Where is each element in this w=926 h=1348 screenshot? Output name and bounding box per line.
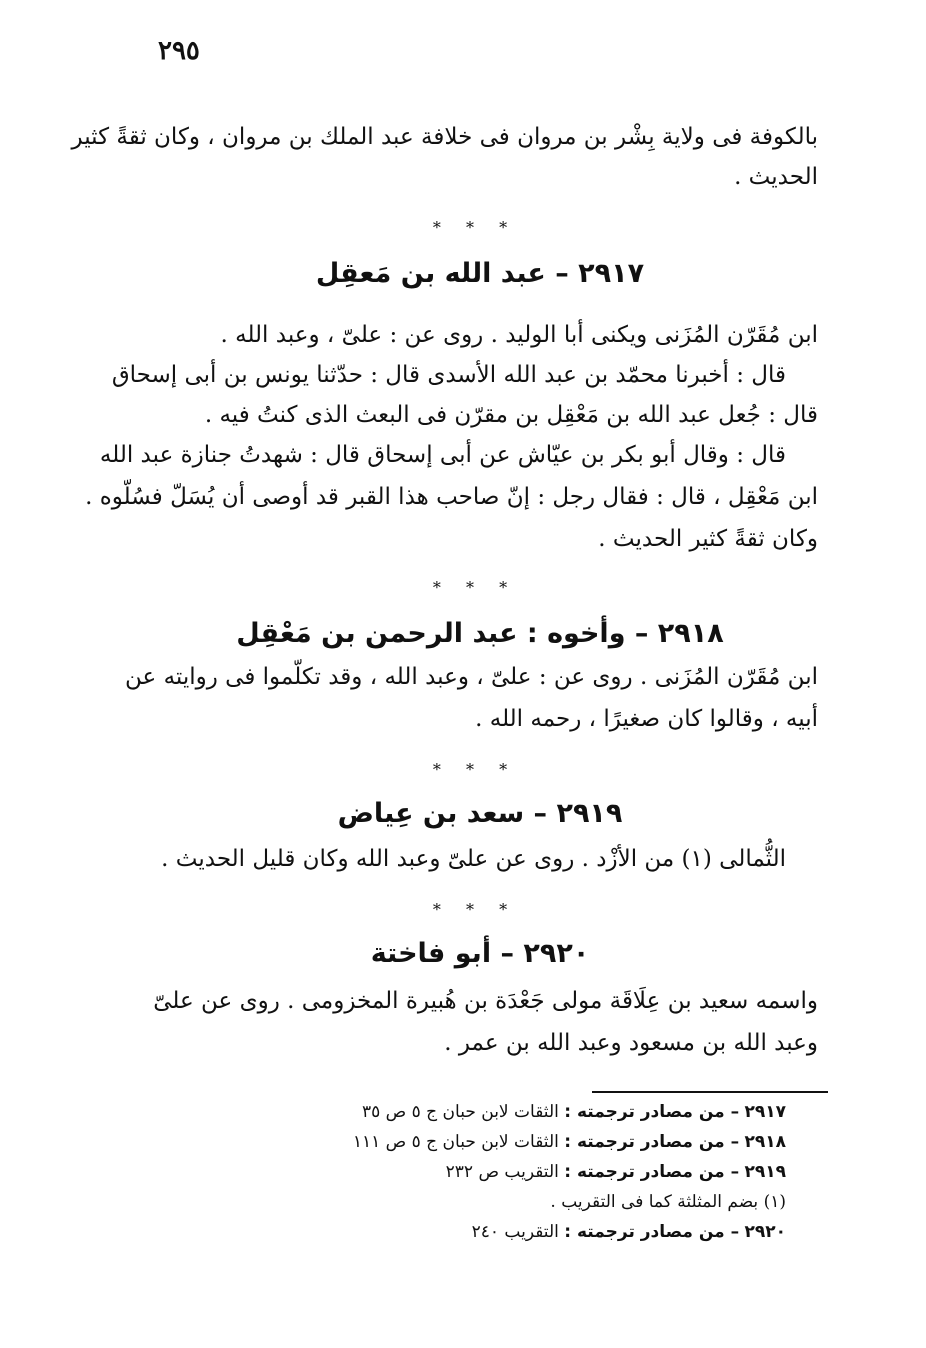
footnote-label: – من مصادر ترجمته : — [564, 1132, 740, 1152]
footnote-number: ٢٩٢٠ — [744, 1222, 786, 1242]
footnote-label: – من مصادر ترجمته : — [564, 1102, 740, 1122]
entry-line: قال : وقال أبو بكر بن عيّاش عن أبى إسحاق قال : شهدتُ جنازة عبد الله — [99, 442, 786, 468]
footnote-number: ٢٩١٩ — [744, 1162, 786, 1182]
intro-line: بالكوفة فى ولاية بِشْر بن مروان فى خلافة عبد الملك بن مروان ، وكان ثقةً كثير — [71, 124, 818, 150]
entry-line: أبيه ، وقالوا كان صغيرًا ، رحمه الله . — [475, 706, 818, 732]
entry-line: وكان ثقةً كثير الحديث . — [598, 526, 818, 552]
section-separator: * * * — [432, 900, 518, 919]
footnote-text: التقريب ٢٤٠ — [471, 1222, 559, 1242]
entry-heading: ٢٩١٧ – عبد الله بن مَعقِل — [315, 258, 645, 289]
entry-heading: ٢٩١٨ – وأخوه : عبد الرحمن بن مَعْقِل — [236, 618, 724, 649]
entry-line: ابن مُقَرّن المُزَنى ويكنى أبا الوليد . روى عن : علىّ ، وعبد الله . — [220, 322, 818, 348]
footnote-text: الثقات لابن حبان ج ٥ ص ١١١ — [352, 1132, 559, 1152]
entry-heading: ٢٩١٩ – سعد بن عِياض — [337, 798, 623, 829]
page-number: ٢٩٥ — [158, 36, 200, 66]
footnote-label: – من مصادر ترجمته : — [564, 1162, 740, 1182]
footnote-label: – من مصادر ترجمته : — [564, 1222, 740, 1242]
entry-line: قال : جُعل عبد الله بن مَعْقِل بن مقرّن فى البعث الذى كنتُ فيه . — [204, 402, 818, 428]
entry-line: واسمه سعيد بن عِلَاقَة مولى جَعْدَة بن هُبيرة المخزومى . روى عن علىّ — [153, 988, 818, 1014]
footnote-number: ٢٩١٧ — [744, 1102, 786, 1122]
intro-line: الحديث . — [734, 164, 818, 190]
entry-heading: ٢٩٢٠ – أبو فاختة — [370, 938, 590, 969]
footnote — [226, 1102, 786, 1122]
footnote-text: (١) بضم المثلثة كما فى التقريب . — [550, 1192, 786, 1212]
section-separator: * * * — [432, 218, 518, 237]
footnote-rule — [592, 1091, 828, 1093]
section-separator: * * * — [432, 760, 518, 779]
footnote-text: الثقات لابن حبان ج ٥ ص ٣٥ — [361, 1102, 559, 1122]
footnote — [226, 1132, 786, 1152]
entry-line: ابن مَعْقِل ، قال : فقال رجل : إنّ صاحب هذا القبر قد أوصى أن يُسَلّ فسُلّوه . — [85, 484, 818, 510]
footnote — [226, 1222, 786, 1242]
entry-line: وعبد الله بن مسعود وعبد الله بن عمر . — [444, 1030, 818, 1056]
entry-line: قال : أخبرنا محمّد بن عبد الله الأسدى قال : حدّثنا يونس بن أبى إسحاق — [111, 362, 786, 388]
entry-line: ابن مُقَرّن المُزَنى . روى عن : علىّ ، وعبد الله ، وقد تكلّموا فى روايته عن — [125, 664, 818, 690]
footnote-text: التقريب ص ٢٣٢ — [445, 1162, 559, 1182]
footnote-number: ٢٩١٨ — [744, 1132, 786, 1152]
section-separator: * * * — [432, 578, 518, 597]
footnote — [226, 1192, 786, 1212]
entry-line: الثُّمالى (١) من الأزْد . روى عن علىّ وعبد الله وكان قليل الحديث . — [161, 846, 786, 872]
footnote — [226, 1162, 786, 1182]
